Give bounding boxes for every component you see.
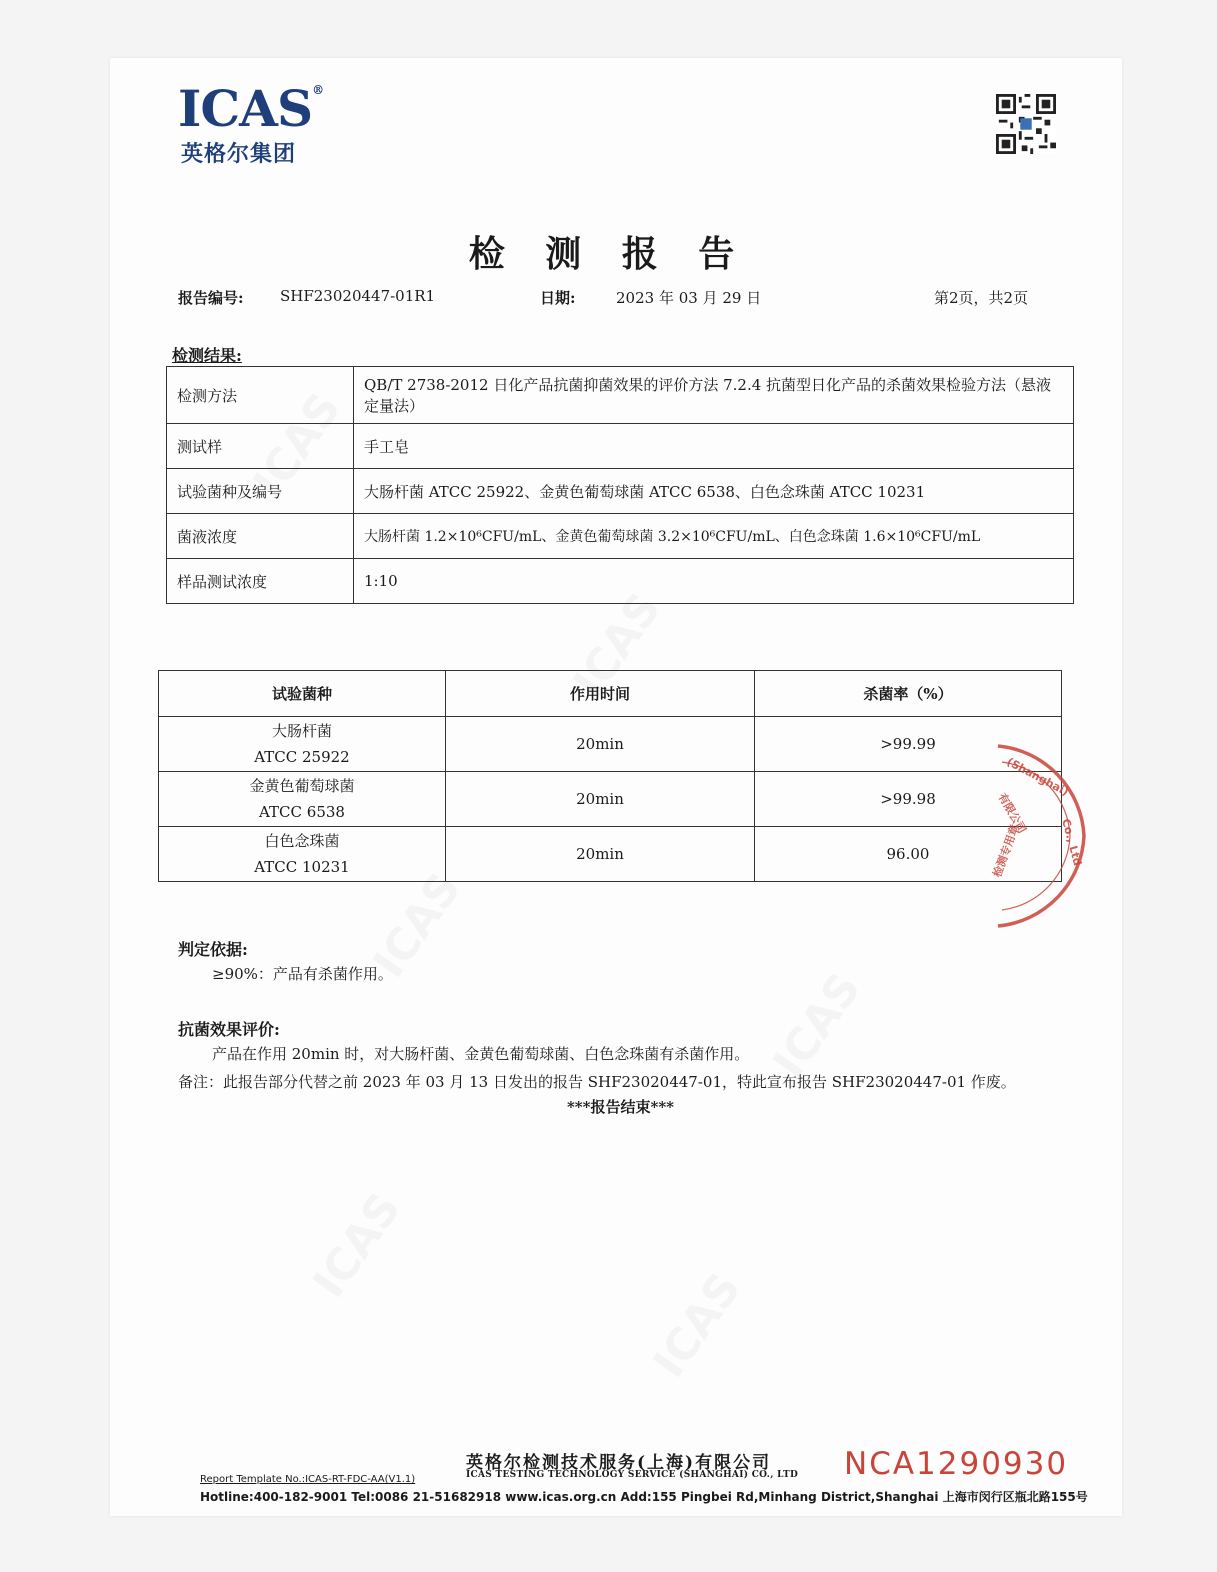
info-value: 大肠杆菌 1.2×10⁶CFU/mL、金黄色葡萄球菌 3.2×10⁶CFU/mL、白色念珠菌 1.6×10⁶CFU/mL [354, 514, 1074, 559]
strain-cell [159, 772, 446, 827]
time-cell: 20min [446, 717, 755, 772]
report-title: 检 测 报 告 [468, 233, 749, 275]
date-label: 日期: [540, 289, 576, 307]
template-number: Report Template No.:ICAS-RT-FDC-AA(V1.1) [200, 1474, 416, 1485]
rate-cell: >99.99 [755, 717, 1062, 772]
report-date: 2023 年 03 月 29 日 [616, 289, 762, 307]
company-seal-stamp [988, 738, 1092, 934]
page-number: 第2页，共2页 [934, 289, 1029, 307]
header-strain: 试验菌种 [159, 671, 446, 717]
info-value: 大肠杆菌 ATCC 25922、金黄色葡萄球菌 ATCC 6538、白色念珠菌 ATCC 10231 [354, 469, 1074, 514]
nca-number: NCA1290930 [844, 1446, 1069, 1482]
end-mark: ***报告结束*** [566, 1098, 675, 1116]
strain-cell [159, 827, 446, 882]
svg-text:(Shanghai): (Shanghai) [1004, 755, 1071, 799]
rate-cell: 96.00 [755, 827, 1062, 882]
svg-text:Co., Ltd: Co., Ltd [1059, 817, 1085, 868]
strain-code: ATCC 25922 [254, 748, 350, 766]
info-value: QB/T 2738-2012 日化产品抗菌抑菌效果的评价方法 7.2.4 抗菌型日化产品的杀菌效果检验方法（悬液定量法） [354, 367, 1074, 424]
table-row [159, 772, 1062, 827]
info-label: 样品测试浓度 [167, 559, 354, 604]
criteria-text: ≥90%：产品有杀菌作用。 [212, 965, 393, 983]
info-value: 1:10 [354, 559, 1074, 604]
table-row [159, 717, 1062, 772]
info-value: 手工皂 [354, 424, 1074, 469]
time-cell: 20min [446, 827, 755, 882]
evaluation-text: 产品在作用 20min 时，对大肠杆菌、金黄色葡萄球菌、白色念珠菌有杀菌作用。 [212, 1045, 750, 1063]
results-label: 检测结果: [172, 346, 242, 365]
info-label: 菌液浓度 [167, 514, 354, 559]
time-cell: 20min [446, 772, 755, 827]
result-table [158, 670, 1062, 882]
evaluation-label: 抗菌效果评价: [178, 1020, 280, 1039]
strain-name: 金黄色葡萄球菌 [249, 777, 355, 795]
info-label: 试验菌种及编号 [167, 469, 354, 514]
strain-code: ATCC 6538 [259, 803, 345, 821]
rate-cell: >99.98 [755, 772, 1062, 827]
logo-subtitle: 英格尔集团 [181, 142, 297, 167]
strain-cell [159, 717, 446, 772]
strain-code: ATCC 10231 [254, 858, 350, 876]
info-label: 测试样 [167, 424, 354, 469]
strain-name: 大肠杆菌 [271, 722, 332, 740]
info-label: 检测方法 [167, 367, 354, 424]
footer-contact: Hotline:400-182-9001 Tel:0086 21-51682918 www.icas.org.cn Add:155 Pingbei Rd,Minhang District,Shanghai 上海市闵行区瓶北路155号 [200, 1490, 1088, 1504]
svg-text:检测专用章: 检测专用章 [990, 822, 1022, 880]
table-row [167, 367, 1074, 424]
strain-name: 白色念珠菌 [264, 832, 340, 850]
header-rate: 杀菌率（%） [755, 671, 1062, 717]
icas-logo: ICAS® [178, 79, 324, 138]
qr-code-icon [996, 94, 1056, 154]
footer-company-cn: 英格尔检测技术服务(上海)有限公司 [466, 1453, 772, 1473]
svg-text:有限公司: 有限公司 [995, 791, 1029, 836]
report-no-label: 报告编号: [178, 289, 244, 307]
table-row [167, 559, 1074, 604]
remark-text: 备注：此报告部分代替之前 2023 年 03 月 13 日发出的报告 SHF23020447-01，特此宣布报告 SHF23020447-01 作废。 [178, 1073, 1016, 1091]
test-info-table [166, 366, 1074, 604]
table-row [159, 827, 1062, 882]
footer-company-en: ICAS TESTING TECHNOLOGY SERVICE (SHANGHAI) CO., LTD [466, 1470, 799, 1480]
table-row [167, 424, 1074, 469]
header-time: 作用时间 [446, 671, 755, 717]
table-row [167, 514, 1074, 559]
report-no: SHF23020447-01R1 [280, 287, 436, 305]
table-row [167, 469, 1074, 514]
criteria-label: 判定依据: [178, 940, 248, 959]
table-header-row [159, 671, 1062, 717]
